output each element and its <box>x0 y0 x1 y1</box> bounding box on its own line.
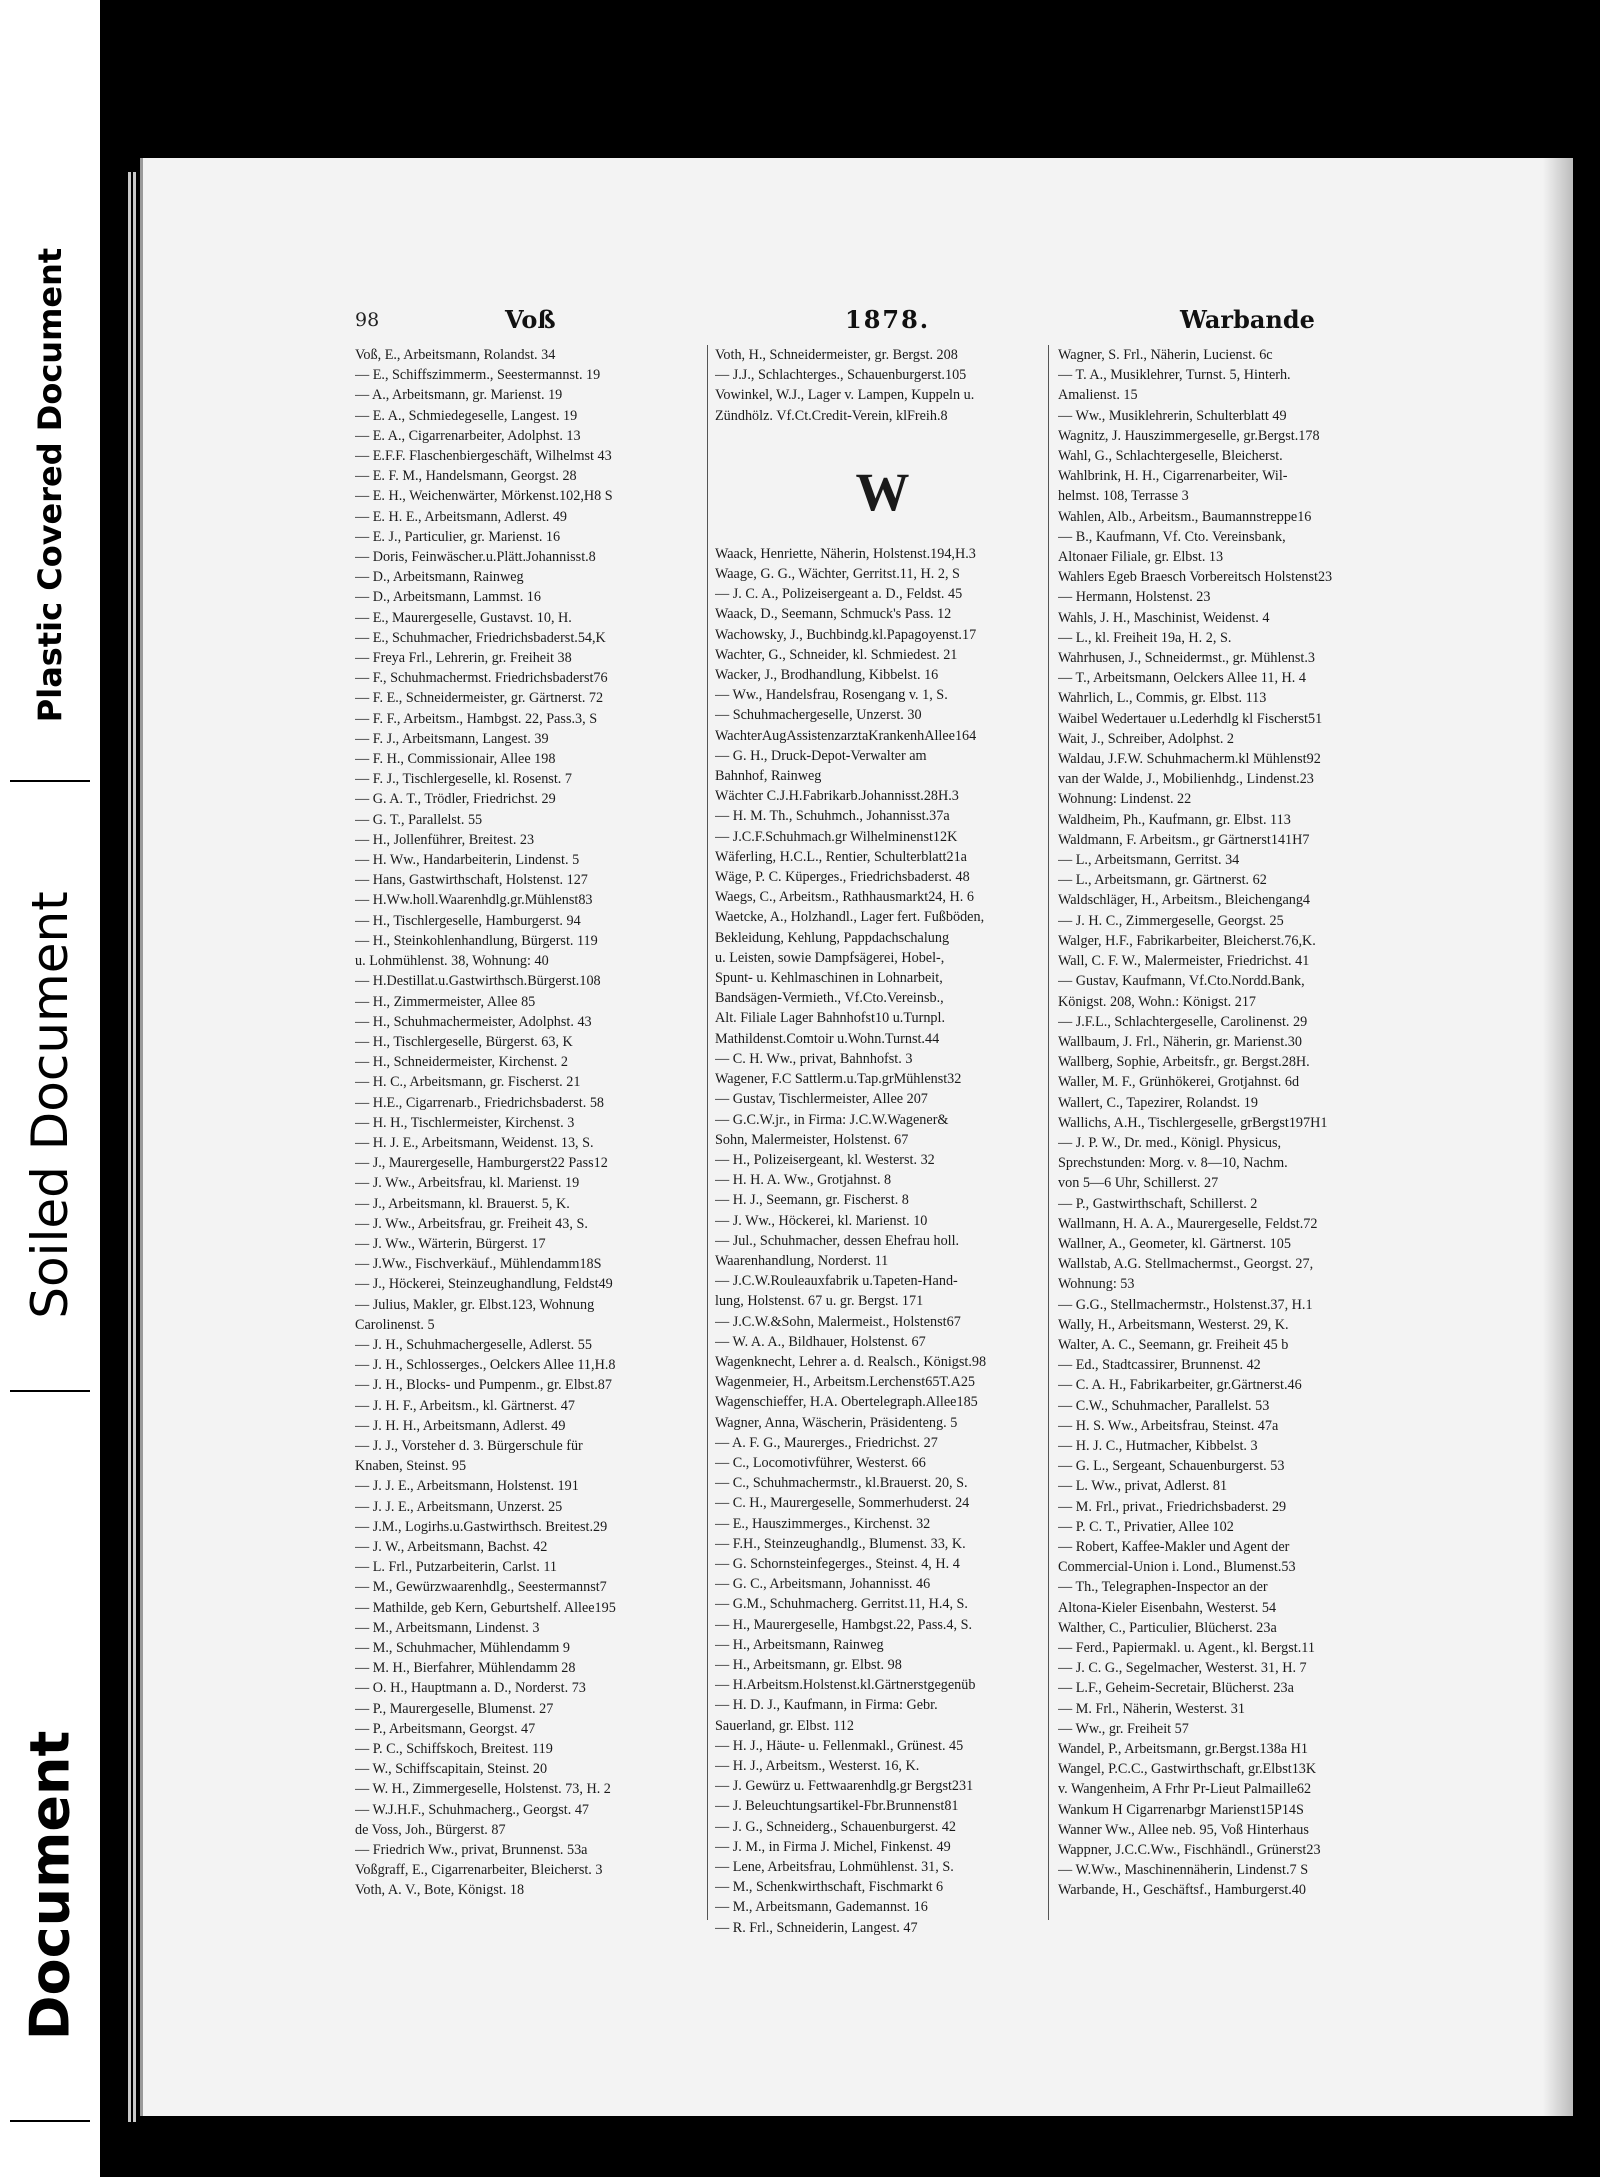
directory-entry: Waarenhandlung, Norderst. 11 <box>715 1252 889 1269</box>
directory-entry: Wahlers Egeb Braesch Vorbereitsch Holstenst23 <box>1058 569 1333 586</box>
directory-entry: von 5—6 Uhr, Schillerst. 27 <box>1058 1175 1219 1192</box>
directory-entry: — F.H., Steinzeughandlg., Blumenst. 33, K. <box>715 1535 966 1552</box>
directory-entry: Wagenschieffer, H.A. Obertelegraph.Allee185 <box>715 1394 978 1411</box>
soiled-label: Soiled Document <box>21 891 80 1319</box>
directory-entry: — J. Ww., Arbeitsfrau, kl. Marienst. 19 <box>355 1175 580 1192</box>
directory-entry: — H., Steinkohlenhandlung, Bürgerst. 119 <box>355 932 598 949</box>
directory-entry: Wagnitz, J. Hauszimmergeselle, gr.Bergst.178 <box>1058 427 1320 444</box>
directory-entry: Wächter C.J.H.Fabrikarb.Johannisst.28H.3 <box>715 788 959 805</box>
directory-entry: — H. J. C., Hutmacher, Kibbelst. 3 <box>1058 1437 1258 1454</box>
directory-entry: Wait, J., Schreiber, Adolphst. 2 <box>1058 730 1235 747</box>
directory-entry: — J. Beleuchtungsartikel-Fbr.Brunnenst81 <box>715 1798 959 1815</box>
directory-entry: Amalienst. 15 <box>1058 387 1138 404</box>
directory-entry: — Friedrich Ww., privat, Brunnenst. 53a <box>355 1842 588 1859</box>
directory-entry: — J. P. W., Dr. med., Königl. Physicus, <box>1058 1134 1282 1151</box>
directory-entry: — E. J., Particulier, gr. Marienst. 16 <box>355 528 561 545</box>
soiled-document-tag <box>10 820 90 1392</box>
directory-entry: WachterAugAssistenzarztaKrankenhAllee164 <box>715 727 977 744</box>
directory-entry: — H.Destillat.u.Gastwirthsch.Bürgerst.108 <box>355 973 601 990</box>
directory-entry: Zündhölz. Vf.Ct.Credit-Verein, klFreih.8 <box>715 407 948 424</box>
directory-entry: — H. Ww., Handarbeiterin, Lindenst. 5 <box>355 852 580 869</box>
directory-entry: — J. H., Blocks- und Pumpenm., gr. Elbst.87 <box>355 1377 612 1394</box>
directory-entry: — J.Ww., Fischverkäuf., Mühlendamm18S <box>355 1256 602 1273</box>
directory-entry: Mathildenst.Comtoir u.Wohn.Turnst.44 <box>715 1030 940 1047</box>
directory-entry: — E.F.F. Flaschenbiergeschäft, Wilhelmst 43 <box>355 448 612 465</box>
directory-entry: Walger, H.F., Fabrikarbeiter, Bleicherst.76,K. <box>1058 932 1316 949</box>
directory-entry: — M., Schuhmacher, Mühlendamm 9 <box>355 1640 570 1656</box>
directory-entry: — H. J., Seemann, gr. Fischerst. 8 <box>715 1192 909 1209</box>
directory-entry: — J.C.W.Rouleauxfabrik u.Tapeten-Hand- <box>715 1273 958 1290</box>
directory-entry: — H. J., Arbeitsm., Westerst. 16, K. <box>715 1758 920 1774</box>
directory-entry: — G.M., Schuhmacherg. Gerritst.11, H.4, S. <box>715 1596 968 1613</box>
directory-entry: — E., Hauszimmerges., Kirchenst. 32 <box>715 1515 931 1532</box>
directory-entry: — F. H., Commissionair, Allee 198 <box>355 751 556 768</box>
directory-entry: Voß, E., Arbeitsmann, Rolandst. 34 <box>355 347 556 363</box>
directory-entry: — H.Ww.holl.Waarenhdlg.gr.Mühlenst83 <box>355 892 593 909</box>
directory-entry: Wallmann, H. A. A., Maurergeselle, Feldst.72 <box>1058 1215 1318 1232</box>
directory-entry: — J., Arbeitsmann, kl. Brauerst. 5, K. <box>355 1195 570 1212</box>
directory-entry: Vowinkel, W.J., Lager v. Lampen, Kuppeln u. <box>715 387 975 404</box>
directory-entry: Wachowsky, J., Buchbindg.kl.Papagoyenst.17 <box>715 626 977 643</box>
directory-entry: Knaben, Steinst. 95 <box>355 1458 467 1475</box>
directory-entry: — H., Maurergeselle, Hambgst.22, Pass.4, S. <box>715 1616 973 1633</box>
directory-entry: Altonaer Filiale, gr. Elbst. 13 <box>1058 549 1224 566</box>
directory-entry: Wappner, J.C.C.Ww., Fischhändl., Grünerst23 <box>1058 1842 1321 1859</box>
directory-entry: — G.C.W.jr., in Firma: J.C.W.Wagener& <box>715 1111 949 1128</box>
directory-entry: Wahrlich, L., Commis, gr. Elbst. 113 <box>1058 690 1267 707</box>
directory-entry: lung, Holstenst. 67 u. gr. Bergst. 171 <box>715 1293 924 1310</box>
directory-entry: — G. L., Sergeant, Schauenburgerst. 53 <box>1058 1458 1285 1475</box>
directory-entry: — H., Tischlergeselle, Bürgerst. 63, K <box>355 1033 573 1050</box>
directory-entry: — J.C.W.&Sohn, Malermeist., Holstenst67 <box>715 1313 961 1330</box>
directory-entry: — H. S. Ww., Arbeitsfrau, Steinst. 47a <box>1058 1417 1279 1434</box>
directory-entry: Warbande, H., Geschäftsf., Hamburgerst.40 <box>1058 1882 1306 1899</box>
directory-entry: Wohnung: 53 <box>1058 1276 1135 1293</box>
directory-entry: Wallert, C., Tapezirer, Rolandst. 19 <box>1058 1094 1258 1111</box>
directory-entry: — L., Arbeitsmann, Gerritst. 34 <box>1058 852 1240 869</box>
directory-entry: Carolinenst. 5 <box>355 1316 435 1333</box>
directory-entry: — J. C. G., Segelmacher, Westerst. 31, H. 7 <box>1058 1660 1307 1677</box>
directory-entry: — F., Schuhmachermst. Friedrichsbaderst76 <box>355 670 608 687</box>
directory-entry: Wahl, G., Schlachtergeselle, Bleicherst. <box>1058 448 1283 465</box>
directory-entry: — Ww., Musiklehrerin, Schulterblatt 49 <box>1058 407 1287 424</box>
directory-entry: — J. W., Arbeitsmann, Bachst. 42 <box>355 1538 548 1555</box>
directory-entry: Waldschläger, H., Arbeitsm., Bleichengang4 <box>1058 892 1311 909</box>
directory-entry: — Gustav, Kaufmann, Vf.Cto.Nordd.Bank, <box>1058 973 1305 990</box>
directory-entry: — F. J., Arbeitsmann, Langest. 39 <box>355 730 549 747</box>
directory-entry: — E. H. E., Arbeitsmann, Adlerst. 49 <box>355 508 568 525</box>
directory-entry: — C., Schuhmachermstr., kl.Brauerst. 20, S. <box>715 1475 968 1492</box>
directory-entry: — M. H., Bierfahrer, Mühlendamm 28 <box>355 1660 576 1677</box>
directory-entry: — E. H., Weichenwärter, Mörkenst.102,H8 S <box>355 488 613 505</box>
directory-entry: Wallichs, A.H., Tischlergeselle, grBergst197H1 <box>1058 1114 1328 1131</box>
directory-entry: u. Leisten, sowie Dampfsägerei, Hobel-, <box>715 949 945 966</box>
directory-entry: Altona-Kieler Eisenbahn, Westerst. 54 <box>1058 1599 1277 1616</box>
directory-entry: — H. H. A. Ww., Grotjahnst. 8 <box>715 1172 892 1189</box>
directory-entry: Voth, A. V., Bote, Königst. 18 <box>355 1882 525 1899</box>
directory-entry: Walther, C., Particulier, Blücherst. 23a <box>1058 1619 1277 1636</box>
directory-entry: — W. H., Zimmergeselle, Holstenst. 73, H. 2 <box>355 1781 611 1798</box>
directory-entry: — H. C., Arbeitsmann, gr. Fischerst. 21 <box>355 1074 581 1091</box>
directory-entry: helmst. 108, Terrasse 3 <box>1058 488 1189 505</box>
directory-entry: — J. H. C., Zimmergeselle, Georgst. 25 <box>1058 912 1284 929</box>
directory-entry: Wahlbrink, H. H., Cigarrenarbeiter, Wil- <box>1058 468 1288 485</box>
directory-entry: — J.J., Schlachterges., Schauenburgerst.105 <box>715 367 967 384</box>
directory-entry: Wahls, J. H., Maschinist, Weidenst. 4 <box>1058 609 1270 626</box>
directory-entry: Walter, A. C., Seemann, gr. Freiheit 45 b <box>1058 1336 1289 1353</box>
directory-entry: Bekleidung, Kehlung, Pappdachschalung <box>715 929 950 946</box>
directory-entry: Wally, H., Arbeitsmann, Westerst. 29, K. <box>1058 1316 1289 1333</box>
directory-entry: — O. H., Hauptmann a. D., Norderst. 73 <box>355 1680 586 1697</box>
directory-entry: — D., Arbeitsmann, Rainweg <box>355 569 524 586</box>
directory-entry: — E., Schiffszimmerm., Seestermannst. 19 <box>355 367 601 384</box>
directory-entry: — J. Gewürz u. Fettwaarenhdlg.gr Bergst231 <box>715 1778 974 1795</box>
directory-entry: — L. Frl., Putzarbeiterin, Carlst. 11 <box>355 1559 558 1576</box>
directory-entry: — H.Arbeitsm.Holstenst.kl.Gärtnerstgegenüb <box>715 1677 976 1694</box>
directory-entry: — Julius, Makler, gr. Elbst.123, Wohnung <box>355 1296 595 1313</box>
directory-entry: — H. J., Häute- u. Fellenmakl., Grünest. 45 <box>715 1737 964 1754</box>
directory-entry: — E., Schuhmacher, Friedrichsbaderst.54,K <box>355 629 606 646</box>
directory-entry: — H., Polizeisergeant, kl. Westerst. 32 <box>715 1151 935 1168</box>
directory-entry: van der Walde, J., Mobilienhdg., Lindenst.23 <box>1058 771 1314 788</box>
directory-entry: — D., Arbeitsmann, Lammst. 16 <box>355 589 541 606</box>
directory-entry: — L.F., Geheim-Secretair, Blücherst. 23a <box>1058 1680 1294 1697</box>
directory-entry: — Hermann, Holstenst. 23 <box>1058 589 1211 606</box>
directory-entry: — E., Maurergeselle, Gustavst. 10, H. <box>355 609 572 626</box>
directory-entry: Bahnhof, Rainweg <box>715 768 822 785</box>
directory-entry: — G.G., Stellmachermstr., Holstenst.37, H.1 <box>1058 1296 1313 1313</box>
directory-entry: — G. H., Druck-Depot-Verwalter am <box>715 747 927 764</box>
directory-entry: — H., Arbeitsmann, Rainweg <box>715 1636 884 1653</box>
directory-entry: — R. Frl., Schneiderin, Langest. 47 <box>715 1919 918 1936</box>
directory-entry: Wagner, Anna, Wäscherin, Präsidenteng. 5 <box>715 1414 958 1431</box>
directory-entry: — H., Schneidermeister, Kirchenst. 2 <box>355 1054 568 1071</box>
directory-entry: — J.M., Logirhs.u.Gastwirthsch. Breitest.29 <box>355 1518 608 1535</box>
directory-entry: Wahlen, Alb., Arbeitsm., Baumannstreppe16 <box>1058 508 1312 525</box>
directory-entry: Wankum H Cigarrenarbgr Marienst15P14S <box>1058 1801 1304 1818</box>
document-label: Document <box>18 1730 82 2040</box>
directory-entry: — H. H., Tischlermeister, Kirchenst. 3 <box>355 1114 575 1131</box>
directory-entry: Waack, Henriette, Näherin, Holstenst.194,H.3 <box>715 545 976 562</box>
directory-entry: — A. F. G., Maurerges., Friedrichst. 27 <box>715 1434 938 1451</box>
directory-entry: — Robert, Kaffee-Makler und Agent der <box>1058 1538 1290 1555</box>
directory-entry: — P. C., Schiffskoch, Breitest. 119 <box>355 1741 553 1758</box>
directory-entry: — J. Ww., Wärterin, Bürgerst. 17 <box>355 1235 546 1252</box>
directory-entry: — G. T., Parallelst. 55 <box>355 811 483 828</box>
directory-entry: — C. H. Ww., privat, Bahnhofst. 3 <box>715 1050 913 1067</box>
directory-entry: — P., Gastwirthschaft, Schillerst. 2 <box>1058 1195 1258 1212</box>
directory-entry: Wagner, S. Frl., Näherin, Lucienst. 6c <box>1058 347 1273 363</box>
column-rule <box>707 345 708 1920</box>
directory-entry: — Jul., Schuhmacher, dessen Ehefrau holl. <box>715 1232 960 1249</box>
directory-entry: — W.Ww., Maschinennäherin, Lindenst.7 S <box>1058 1862 1309 1879</box>
directory-entry: — F. J., Tischlergeselle, kl. Rosenst. 7 <box>355 771 572 788</box>
directory-entry: — M., Schenkwirthschaft, Fischmarkt 6 <box>715 1879 944 1896</box>
directory-entry: — P., Arbeitsmann, Georgst. 47 <box>355 1720 536 1737</box>
directory-entry: Waetcke, A., Holzhandl., Lager fert. Fußböden, <box>715 909 985 926</box>
directory-entry: — W., Schiffscapitain, Steinst. 20 <box>355 1761 548 1778</box>
directory-entry: — M., Arbeitsmann, Gademannst. 16 <box>715 1899 928 1916</box>
directory-entry: — J. Ww., Arbeitsfrau, gr. Freiheit 43, S. <box>355 1215 588 1232</box>
directory-entry: — J.C.F.Schuhmach.gr Wilhelminenst12K <box>715 828 958 845</box>
directory-entry: — J. C. A., Polizeisergeant a. D., Feldst. 45 <box>715 586 963 603</box>
directory-entry: — H. D. J., Kaufmann, in Firma: Gebr. <box>715 1697 938 1714</box>
page-stack-edge <box>133 172 136 2122</box>
directory-entry: — M. Frl., privat., Friedrichsbaderst. 29 <box>1058 1498 1287 1515</box>
directory-entry: Alt. Filiale Lager Bahnhofst10 u.Turnpl. <box>715 1010 946 1027</box>
directory-entry: — C. H., Maurergeselle, Sommerhuderst. 24 <box>715 1495 970 1512</box>
directory-entry: — M., Gewürzwaarenhdlg., Seestermannst7 <box>355 1579 607 1596</box>
document-tag <box>10 1650 90 2122</box>
directory-entry: — Freya Frl., Lehrerin, gr. Freiheit 38 <box>355 650 572 667</box>
directory-entry: Wachter, G., Schneider, kl. Schmiedest. 21 <box>715 646 958 663</box>
directory-entry: Wall, C. F. W., Malermeister, Friedrichst. 41 <box>1058 953 1310 970</box>
directory-entry: — J., Höckerei, Steinzeughandlung, Feldst49 <box>355 1276 613 1293</box>
directory-column-2 <box>715 345 1050 1938</box>
directory-entry: — Doris, Feinwäscher.u.Plätt.Johannisst.8 <box>355 549 596 566</box>
directory-entry: Waibel Wedertauer u.Lederhdlg kl Fischerst51 <box>1058 710 1323 727</box>
directory-entry: — A., Arbeitsmann, gr. Marienst. 19 <box>355 387 563 404</box>
directory-entry: — Gustav, Tischlermeister, Allee 207 <box>715 1091 928 1108</box>
page-header <box>355 305 1315 345</box>
directory-entry: — B., Kaufmann, Vf. Cto. Vereinsbank, <box>1058 528 1286 545</box>
directory-entry: Wagenknecht, Lehrer a. d. Realsch., Königst.98 <box>715 1353 987 1370</box>
directory-entry: — J. J. E., Arbeitsmann, Unzerst. 25 <box>355 1498 563 1515</box>
directory-entry: — J. H., Schlosserges., Oelckers Allee 11,H.8 <box>355 1357 616 1374</box>
directory-entry: — P. C. T., Privatier, Allee 102 <box>1058 1518 1234 1535</box>
directory-entry: — H., Tischlergeselle, Hamburgerst. 94 <box>355 912 581 929</box>
directory-entry: — J., Maurergeselle, Hamburgerst22 Pass12 <box>355 1155 608 1172</box>
directory-entry: — Ww., gr. Freiheit 57 <box>1058 1720 1189 1737</box>
directory-entry: — H.E., Cigarrenarb., Friedrichsbaderst. 58 <box>355 1094 605 1111</box>
page-number: 98 <box>355 309 380 331</box>
directory-entry: Wallberg, Sophie, Arbeitsfr., gr. Bergst.28H. <box>1058 1054 1310 1071</box>
directory-entry: Wäferling, H.C.L., Rentier, Schulterblatt21a <box>715 848 967 865</box>
page-stack-edge <box>128 172 131 2122</box>
directory-entry: Waage, G. G., Wächter, Gerritst.11, H. 2, S <box>715 566 960 583</box>
directory-entry: — F. E., Schneidermeister, gr. Gärtnerst. 72 <box>355 690 604 707</box>
directory-entry: — J. H. H., Arbeitsmann, Adlerst. 49 <box>355 1417 566 1434</box>
plastic-covered-label: Plastic Covered Document <box>31 247 70 723</box>
letter-section-heading: W <box>855 461 910 522</box>
directory-entry: Wohnung: Lindenst. 22 <box>1058 791 1192 808</box>
plastic-covered-document-tag <box>10 190 90 782</box>
directory-entry: Waldheim, Ph., Kaufmann, gr. Elbst. 113 <box>1058 811 1291 828</box>
directory-entry: Spunt- u. Kehlmaschinen in Lohnarbeit, <box>715 970 943 987</box>
directory-entry: Wallstab, A.G. Stellmachermst., Georgst. 27, <box>1058 1256 1314 1273</box>
directory-entry: — H. J. E., Arbeitsmann, Weidenst. 13, S. <box>355 1134 594 1151</box>
directory-entry: — G. C., Arbeitsmann, Johannisst. 46 <box>715 1576 931 1593</box>
directory-entry: Wandel, P., Arbeitsmann, gr.Bergst.138a H1 <box>1058 1741 1309 1758</box>
directory-entry: — H., Jollenführer, Breitest. 23 <box>355 831 535 848</box>
directory-entry: Sprechstunden: Morg. v. 8—10, Nachm. <box>1058 1155 1288 1172</box>
directory-entry: Königst. 208, Wohn.: Königst. 217 <box>1058 993 1257 1010</box>
directory-entry: — L., kl. Freiheit 19a, H. 2, S. <box>1058 629 1232 646</box>
directory-entry: — G. A. T., Trödler, Friedrichst. 29 <box>355 791 556 808</box>
directory-entry: — J. G., Schneiderg., Schauenburgerst. 42 <box>715 1818 957 1835</box>
directory-entry: de Voss, Joh., Bürgerst. 87 <box>355 1821 506 1838</box>
directory-entry: — J. Ww., Höckerei, kl. Marienst. 10 <box>715 1212 928 1229</box>
directory-entry: u. Lohmühlenst. 38, Wohnung: 40 <box>355 953 549 970</box>
directory-entry: — J. M., in Firma J. Michel, Finkenst. 49 <box>715 1838 951 1855</box>
directory-entry: Bandsägen-Vermieth., Vf.Cto.Vereinsb., <box>715 990 944 1007</box>
directory-entry: — L., Arbeitsmann, gr. Gärtnerst. 62 <box>1058 872 1267 889</box>
directory-entry: — E. F. M., Handelsmann, Georgst. 28 <box>355 468 577 485</box>
directory-entry: — T. A., Musiklehrer, Turnst. 5, Hinterh. <box>1058 367 1291 384</box>
directory-entry: — E. A., Cigarrenarbeiter, Adolphst. 13 <box>355 427 581 444</box>
directory-entry: — E. A., Schmiedegeselle, Langest. 19 <box>355 407 578 424</box>
directory-entry: Sohn, Malermeister, Holstenst. 67 <box>715 1131 909 1148</box>
directory-entry: Wallbaum, J. Frl., Näherin, gr. Marienst.30 <box>1058 1033 1302 1050</box>
scan-shadow <box>1543 158 1573 2116</box>
directory-entry: — H., Zimmermeister, Allee 85 <box>355 993 536 1010</box>
directory-entry: — Ww., Handelsfrau, Rosengang v. 1, S. <box>715 687 948 704</box>
running-head-left: Voß <box>505 305 556 334</box>
directory-entry: Wahrhusen, J., Schneidermst., gr. Mühlenst.3 <box>1058 650 1315 667</box>
directory-entry: — Mathilde, geb Kern, Geburtshelf. Allee195 <box>355 1599 616 1616</box>
directory-entry: — J. J. E., Arbeitsmann, Holstenst. 191 <box>355 1478 579 1495</box>
directory-entry: — C. A. H., Fabrikarbeiter, gr.Gärtnerst.46 <box>1058 1377 1302 1394</box>
directory-entry: — J. H., Schuhmachergeselle, Adlerst. 55 <box>355 1336 592 1353</box>
directory-entry: — J. J., Vorsteher d. 3. Bürgerschule für <box>355 1437 583 1454</box>
directory-entry: Wallner, A., Geometer, kl. Gärtnerst. 105 <box>1058 1235 1291 1252</box>
directory-entry: — J. H. F., Arbeitsm., kl. Gärtnerst. 47 <box>355 1397 575 1414</box>
column-2-entries-before <box>715 345 1050 426</box>
directory-entry: — H., Schuhmachermeister, Adolphst. 43 <box>355 1013 592 1030</box>
directory-entry: — L. Ww., privat, Adlerst. 81 <box>1058 1478 1228 1495</box>
directory-entry: Commercial-Union i. Lond., Blumenst.53 <box>1058 1559 1296 1576</box>
directory-entry: Voßgraff, E., Cigarrenarbeiter, Bleicherst. 3 <box>355 1862 603 1879</box>
column-2-entries-after <box>715 544 1050 1938</box>
directory-entry: — Lene, Arbeitsfrau, Lohmühlenst. 31, S. <box>715 1859 954 1876</box>
directory-entry: — C., Locomotivführer, Westerst. 66 <box>715 1454 926 1471</box>
directory-entry: v. Wangenheim, A Frhr Pr-Lieut Palmaille62 <box>1058 1781 1312 1798</box>
directory-entry: — Schuhmachergeselle, Unzerst. 30 <box>715 707 922 724</box>
directory-entry: Waack, D., Seemann, Schmuck's Pass. 12 <box>715 606 952 623</box>
directory-entry: Wäge, P. C. Küperges., Friedrichsbaderst. 48 <box>715 869 970 886</box>
directory-entry: — Ferd., Papiermakl. u. Agent., kl. Bergst.11 <box>1058 1640 1315 1656</box>
directory-entry: — T., Arbeitsmann, Oelckers Allee 11, H. 4 <box>1058 670 1306 687</box>
directory-entry: — C.W., Schuhmacher, Parallelst. 53 <box>1058 1397 1270 1414</box>
directory-entry: — W.J.H.F., Schuhmacherg., Georgst. 47 <box>355 1801 590 1818</box>
directory-entry: — Hans, Gastwirthschaft, Holstenst. 127 <box>355 872 588 889</box>
directory-column-1 <box>355 345 690 1901</box>
directory-entry: — Th., Telegraphen-Inspector an der <box>1058 1579 1268 1596</box>
directory-entry: — W. A. A., Bildhauer, Holstenst. 67 <box>715 1333 926 1350</box>
directory-entry: — G. Schornsteinfegerges., Steinst. 4, H. 4 <box>715 1555 960 1572</box>
directory-entry: Wangel, P.C.C., Gastwirthschaft, gr.Elbst13K <box>1058 1761 1317 1778</box>
directory-entry: — H. M. Th., Schuhmch., Johannisst.37a <box>715 808 950 825</box>
directory-entry: Waldau, J.F.W. Schuhmacherm.kl Mühlenst92 <box>1058 751 1321 768</box>
year-heading: 1878. <box>845 305 931 334</box>
directory-entry: — P., Maurergeselle, Blumenst. 27 <box>355 1700 554 1717</box>
directory-column-3 <box>1058 345 1393 1901</box>
running-head-right: Warbande <box>1180 305 1315 334</box>
directory-entry: — H., Arbeitsmann, gr. Elbst. 98 <box>715 1656 902 1673</box>
directory-entry: Wagenmeier, H., Arbeitsm.Lerchenst65T.A25 <box>715 1374 976 1391</box>
directory-entry: — M., Arbeitsmann, Lindenst. 3 <box>355 1619 540 1636</box>
directory-entry: Voth, H., Schneidermeister, gr. Bergst. 208 <box>715 347 958 363</box>
directory-entry: — M. Frl., Näherin, Westerst. 31 <box>1058 1700 1245 1717</box>
directory-entry: Wanner Ww., Allee neb. 95, Voß Hinterhaus <box>1058 1821 1309 1838</box>
directory-entry: Waller, M. F., Grünhökerei, Grotjahnst. 6d <box>1058 1074 1300 1091</box>
directory-entry: Wagener, F.C Sattlerm.u.Tap.grMühlenst32 <box>715 1071 962 1088</box>
directory-entry: Sauerland, gr. Elbst. 112 <box>715 1717 854 1734</box>
directory-entry: — Ed., Stadtcassirer, Brunnenst. 42 <box>1058 1357 1261 1374</box>
directory-entry: Wacker, J., Brodhandlung, Kibbelst. 16 <box>715 667 939 684</box>
directory-entry: — F. F., Arbeitsm., Hambgst. 22, Pass.3, S <box>355 710 598 727</box>
directory-entry: Waldmann, F. Arbeitsm., gr Gärtnerst141H7 <box>1058 831 1310 848</box>
directory-entry: — J.F.L., Schlachtergeselle, Carolinenst. 29 <box>1058 1013 1308 1030</box>
directory-entry: Waegs, C., Arbeitsm., Rathhausmarkt24, H. 6 <box>715 889 974 906</box>
